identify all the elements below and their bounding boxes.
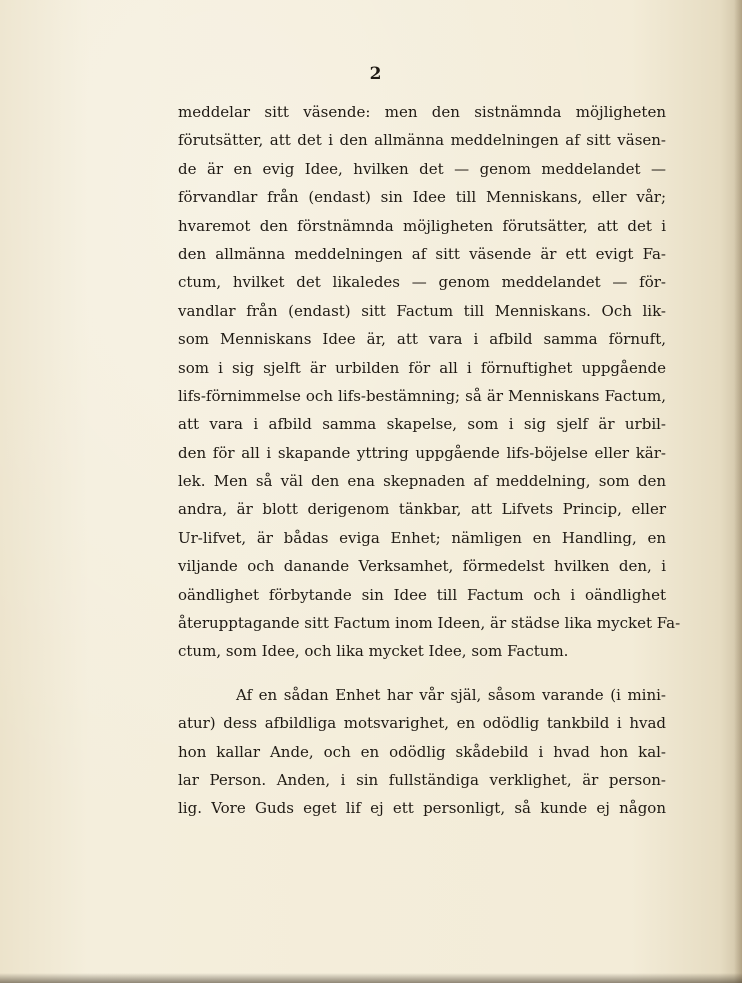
text-line: oändlighet förbytande sin Idee till Factum och i oändlighet <box>178 585 666 604</box>
text-line: de är en evig Idee, hvilken det — genom meddelandet — <box>178 159 666 178</box>
paragraph-gap <box>178 666 666 681</box>
text-line: ctum, hvilket det likaledes — genom meddelandet — för- <box>178 273 666 292</box>
paragraph-1 <box>178 98 681 666</box>
text-line: den för all i skapande yttring uppgående lifs-böjelse eller kär- <box>178 443 666 462</box>
text-line: atur) dess afbildliga motsvarighet, en odödlig tankbild i hvad <box>178 714 666 733</box>
text-line: ctum, som Idee, och lika mycket Idee, som Factum. <box>178 642 569 661</box>
text-line: att vara i afbild samma skapelse, som i sig sjelf är urbil- <box>178 415 666 434</box>
paragraph-2 <box>178 681 666 823</box>
page-bottom-shadow <box>0 973 742 983</box>
text-line: återupptagande sitt Factum inom Ideen, är städse lika mycket Fa- <box>178 614 681 633</box>
text-line: vandlar från (endast) sitt Factum till Menniskans. Och lik- <box>178 301 666 320</box>
text-line: lifs-förnimmelse och lifs-bestämning; så är Menniskans Factum, <box>178 386 666 405</box>
text-line: lek. Men så väl den ena skepnaden af meddelning, som den <box>178 472 666 491</box>
text-line: meddelar sitt väsende: men den sistnämnda möjligheten <box>178 103 666 121</box>
text-line: hon kallar Ande, och en odödlig skådebild i hvad hon kal- <box>178 742 666 761</box>
text-line: andra, är blott derigenom tänkbar, att Lifvets Princip, eller <box>178 500 666 519</box>
text-line: Ur-lifvet, är bådas eviga Enhet; nämligen en Handling, en <box>178 528 666 547</box>
text-line: förvandlar från (endast) sin Idee till Menniskans, eller vår; <box>178 188 666 207</box>
page-number: 2 <box>369 64 383 84</box>
text-line: förutsätter, att det i den allmänna meddelningen af sitt väsen- <box>178 131 666 150</box>
text-line: Af en sådan Enhet har vår själ, såsom varande (i mini- <box>236 685 666 704</box>
body-text <box>178 98 681 823</box>
text-line: lar Person. Anden, i sin fullständiga verklighet, är person- <box>178 770 666 789</box>
text-line: som Menniskans Idee är, att vara i afbild samma förnuft, <box>178 330 666 349</box>
text-line: hvaremot den förstnämnda möjligheten förutsätter, att det i <box>178 216 666 235</box>
text-line: som i sig sjelft är urbilden för all i förnuftighet uppgående <box>178 358 666 377</box>
text-line: lig. Vore Guds eget lif ej ett personligt, så kunde ej någon <box>178 799 666 818</box>
text-line: viljande och danande Verksamhet, förmedelst hvilken den, i <box>178 557 666 576</box>
text-line: den allmänna meddelningen af sitt väsende är ett evigt Fa- <box>178 244 666 263</box>
page-edge-shadow <box>734 0 742 983</box>
